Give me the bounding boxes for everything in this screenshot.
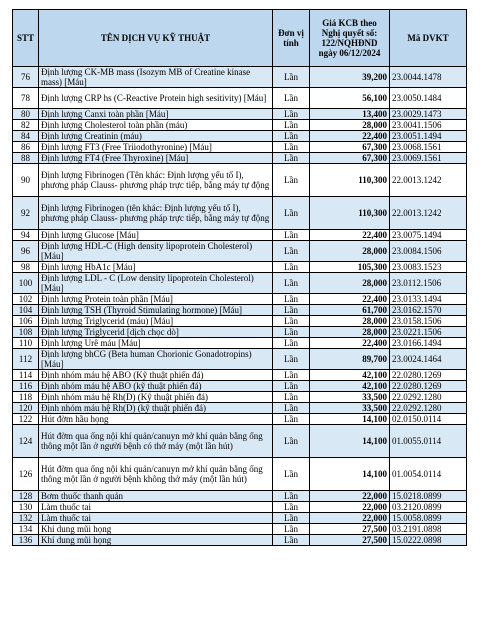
- table-header: [13, 10, 467, 67]
- row-code: 15.0058.0899: [390, 513, 467, 524]
- row-service-name: Định lượng Fibrinogen (tên khác: Định lượng yếu tố I), phương pháp Clauss- phương pháp trực tiếp, bằng máy tự động: [39, 197, 273, 230]
- row-stt: 130: [13, 502, 39, 513]
- row-service-name: Khí dung mũi họng: [39, 535, 273, 546]
- row-price: 28,000: [310, 241, 390, 262]
- row-stt: 120: [13, 403, 39, 414]
- row-code: 15.0222.0898: [390, 535, 467, 546]
- row-stt: 122: [13, 414, 39, 425]
- row-stt: 78: [13, 88, 39, 109]
- row-price: 33,500: [310, 392, 390, 403]
- row-unit: Lần: [273, 491, 310, 502]
- row-price: 110,300: [310, 197, 390, 230]
- row-code: 22.0013.1242: [390, 164, 467, 197]
- row-price: 28,000: [310, 327, 390, 338]
- row-stt: 80: [13, 109, 39, 120]
- row-stt: 124: [13, 425, 39, 458]
- row-code: 23.0051.1494: [390, 131, 467, 142]
- table-row: [13, 491, 467, 502]
- row-unit: Lần: [273, 458, 310, 491]
- row-stt: 118: [13, 392, 39, 403]
- table-row: [13, 153, 467, 164]
- row-code: 03.2120.0899: [390, 502, 467, 513]
- row-service-name: Định lượng FT4 (Free Thyroxine) [Máu]: [39, 153, 273, 164]
- row-stt: 106: [13, 316, 39, 327]
- row-code: 23.0133.1494: [390, 294, 467, 305]
- row-price: 27,500: [310, 524, 390, 535]
- row-service-name: Hút đờm hầu họng: [39, 414, 273, 425]
- table-row: [13, 197, 467, 230]
- row-unit: Lần: [273, 164, 310, 197]
- row-stt: 94: [13, 230, 39, 241]
- table-row: [13, 294, 467, 305]
- row-code: 23.0044.1478: [390, 67, 467, 88]
- table-row: [13, 109, 467, 120]
- row-price: 28,000: [310, 273, 390, 294]
- row-code: 23.0041.1506: [390, 120, 467, 131]
- row-code: 01.0054.0114: [390, 458, 467, 491]
- row-stt: 136: [13, 535, 39, 546]
- row-service-name: Định nhóm máu hệ ABO (Kỹ thuật phiến đá): [39, 370, 273, 381]
- row-service-name: Định lượng Protein toàn phần [Máu]: [39, 294, 273, 305]
- row-unit: Lần: [273, 349, 310, 370]
- row-unit: Lần: [273, 294, 310, 305]
- row-service-name: Định lượng Triglycerid (máu) [Máu]: [39, 316, 273, 327]
- header-row: [13, 10, 467, 67]
- row-price: 110,300: [310, 164, 390, 197]
- table-row: [13, 513, 467, 524]
- table-row: [13, 502, 467, 513]
- row-price: 67,300: [310, 153, 390, 164]
- row-stt: 90: [13, 164, 39, 197]
- row-code: 22.0280.1269: [390, 370, 467, 381]
- row-code: 23.0083.1523: [390, 262, 467, 273]
- row-unit: Lần: [273, 535, 310, 546]
- row-code: 22.0292.1280: [390, 392, 467, 403]
- row-service-name: Làm thuốc tai: [39, 513, 273, 524]
- row-stt: 88: [13, 153, 39, 164]
- table-row: [13, 273, 467, 294]
- row-price: 28,000: [310, 120, 390, 131]
- row-stt: 82: [13, 120, 39, 131]
- row-code: 23.0162.1570: [390, 305, 467, 316]
- row-service-name: Định lượng Canxi toàn phần [Máu]: [39, 109, 273, 120]
- row-code: 23.0024.1464: [390, 349, 467, 370]
- row-stt: 84: [13, 131, 39, 142]
- row-price: 14,100: [310, 425, 390, 458]
- row-service-name: Định lượng CK-MB mass (Isozym MB of Creatine kinase mass) [Máu]: [39, 67, 273, 88]
- table-row: [13, 120, 467, 131]
- table-row: [13, 241, 467, 262]
- row-unit: Lần: [273, 338, 310, 349]
- row-stt: 114: [13, 370, 39, 381]
- row-code: 22.0292.1280: [390, 403, 467, 414]
- row-service-name: Định nhóm máu hệ Rh(D) (Kỹ thuật phiến đá): [39, 392, 273, 403]
- header-price: Giá KCB theo Nghị quyết số: 122/NQHĐND ngày 06/12/2024: [310, 10, 390, 67]
- row-price: 14,100: [310, 414, 390, 425]
- row-service-name: Định lượng Fibrinogen (Tên khác: Định lượng yếu tố I), phương pháp Clauss- phương pháp trực tiếp, bằng máy tự động: [39, 164, 273, 197]
- row-code: 03.2191.0898: [390, 524, 467, 535]
- table-body: [13, 67, 467, 546]
- table-row: [13, 316, 467, 327]
- row-unit: Lần: [273, 414, 310, 425]
- row-service-name: Định lượng TSH (Thyroid Stimulating hormone) [Máu]: [39, 305, 273, 316]
- row-code: 23.0050.1484: [390, 88, 467, 109]
- row-service-name: Hút đờm qua ống nội khí quản/canuyn mở khí quản bằng ống thông một lần ở người bệnh không thở máy (một lần hút): [39, 458, 273, 491]
- row-service-name: Định lượng Cholesterol toàn phần (máu): [39, 120, 273, 131]
- row-stt: 126: [13, 458, 39, 491]
- row-code: 22.0013.1242: [390, 197, 467, 230]
- row-unit: Lần: [273, 230, 310, 241]
- row-service-name: Định lượng LDL - C (Low density lipoprotein Cholesterol) [Máu]: [39, 273, 273, 294]
- row-price: 67,300: [310, 142, 390, 153]
- row-stt: 116: [13, 381, 39, 392]
- row-unit: Lần: [273, 381, 310, 392]
- row-unit: Lần: [273, 392, 310, 403]
- header-service-name: TÊN DỊCH VỤ KỸ THUẬT: [39, 10, 273, 67]
- row-stt: 100: [13, 273, 39, 294]
- row-unit: Lần: [273, 425, 310, 458]
- table-row: [13, 338, 467, 349]
- row-code: 23.0112.1506: [390, 273, 467, 294]
- row-stt: 92: [13, 197, 39, 230]
- row-code: 02.0150.0114: [390, 414, 467, 425]
- row-service-name: Định nhóm máu hệ Rh(D) (kỹ thuật phiến đá): [39, 403, 273, 414]
- header-code: Mã DVKT: [390, 10, 467, 67]
- row-price: 42,100: [310, 370, 390, 381]
- row-stt: 112: [13, 349, 39, 370]
- row-stt: 96: [13, 241, 39, 262]
- row-service-name: Định lượng CRP hs (C-Reactive Protein high sesitivity) [Máu]: [39, 88, 273, 109]
- row-unit: Lần: [273, 403, 310, 414]
- row-price: 22,400: [310, 131, 390, 142]
- row-stt: 102: [13, 294, 39, 305]
- row-code: 23.0084.1506: [390, 241, 467, 262]
- row-service-name: Khí dung mũi họng: [39, 524, 273, 535]
- table-row: [13, 349, 467, 370]
- row-price: 39,200: [310, 67, 390, 88]
- row-stt: 132: [13, 513, 39, 524]
- row-unit: Lần: [273, 88, 310, 109]
- row-price: 22,000: [310, 502, 390, 513]
- row-unit: Lần: [273, 370, 310, 381]
- header-stt: STT: [13, 10, 39, 67]
- row-service-name: Định lượng bhCG (Beta human Chorionic Gonadotropins) [Máu]: [39, 349, 273, 370]
- row-price: 22,000: [310, 491, 390, 502]
- table-row: [13, 381, 467, 392]
- row-service-name: Hút đờm qua ống nội khí quản/canuyn mở khí quản bằng ống thông một lần ở người bệnh có thở máy (một lần hút): [39, 425, 273, 458]
- row-service-name: Định lượng Urê máu [Máu]: [39, 338, 273, 349]
- row-price: 56,100: [310, 88, 390, 109]
- table-row: [13, 370, 467, 381]
- table-row: [13, 458, 467, 491]
- row-unit: Lần: [273, 524, 310, 535]
- row-service-name: Định nhóm máu hệ ABO (kỹ thuật phiến đá): [39, 381, 273, 392]
- row-unit: Lần: [273, 131, 310, 142]
- table-row: [13, 392, 467, 403]
- row-stt: 76: [13, 67, 39, 88]
- row-stt: 128: [13, 491, 39, 502]
- row-price: 27,500: [310, 535, 390, 546]
- row-price: 22,400: [310, 230, 390, 241]
- row-service-name: Định lượng HbA1c [Máu]: [39, 262, 273, 273]
- row-price: 105,300: [310, 262, 390, 273]
- row-unit: Lần: [273, 513, 310, 524]
- row-stt: 98: [13, 262, 39, 273]
- row-code: 23.0069.1561: [390, 153, 467, 164]
- header-unit: Đơn vị tính: [273, 10, 310, 67]
- row-unit: Lần: [273, 327, 310, 338]
- row-unit: Lần: [273, 316, 310, 327]
- row-price: 33,500: [310, 403, 390, 414]
- table-row: [13, 425, 467, 458]
- table-row: [13, 88, 467, 109]
- row-unit: Lần: [273, 502, 310, 513]
- row-code: 22.0280.1269: [390, 381, 467, 392]
- row-unit: Lần: [273, 262, 310, 273]
- row-code: 23.0166.1494: [390, 338, 467, 349]
- row-price: 61,700: [310, 305, 390, 316]
- price-table: [12, 9, 467, 546]
- row-code: 15.0218.0899: [390, 491, 467, 502]
- table-row: [13, 305, 467, 316]
- row-price: 22,400: [310, 338, 390, 349]
- row-unit: Lần: [273, 241, 310, 262]
- row-price: 28,000: [310, 316, 390, 327]
- row-unit: Lần: [273, 142, 310, 153]
- table-row: [13, 131, 467, 142]
- row-unit: Lần: [273, 153, 310, 164]
- row-code: 01.0055.0114: [390, 425, 467, 458]
- row-service-name: Định lượng Glucose [Máu]: [39, 230, 273, 241]
- table-row: [13, 414, 467, 425]
- row-service-name: Định lượng Creatinin (máu): [39, 131, 273, 142]
- row-code: 23.0221.1506: [390, 327, 467, 338]
- table-row: [13, 262, 467, 273]
- table-row: [13, 164, 467, 197]
- row-unit: Lần: [273, 197, 310, 230]
- row-stt: 110: [13, 338, 39, 349]
- row-unit: Lần: [273, 109, 310, 120]
- row-service-name: Định lượng FT3 (Free Triiodothyronine) [Máu]: [39, 142, 273, 153]
- row-price: 89,700: [310, 349, 390, 370]
- table-row: [13, 524, 467, 535]
- row-code: 23.0075.1494: [390, 230, 467, 241]
- row-service-name: Định lượng Triglycerid [dịch chọc dò]: [39, 327, 273, 338]
- row-code: 23.0029.1473: [390, 109, 467, 120]
- row-code: 23.0068.1561: [390, 142, 467, 153]
- row-unit: Lần: [273, 120, 310, 131]
- row-service-name: Định lượng HDL-C (High density lipoprotein Cholesterol) [Máu]: [39, 241, 273, 262]
- row-price: 14,100: [310, 458, 390, 491]
- table-row: [13, 327, 467, 338]
- row-price: 22,000: [310, 513, 390, 524]
- row-price: 22,400: [310, 294, 390, 305]
- row-stt: 104: [13, 305, 39, 316]
- row-service-name: Làm thuốc tai: [39, 502, 273, 513]
- row-unit: Lần: [273, 67, 310, 88]
- table-row: [13, 230, 467, 241]
- table-row: [13, 403, 467, 414]
- row-stt: 134: [13, 524, 39, 535]
- table-row: [13, 535, 467, 546]
- row-stt: 86: [13, 142, 39, 153]
- row-stt: 108: [13, 327, 39, 338]
- row-price: 13,400: [310, 109, 390, 120]
- price-table-container: [12, 9, 466, 546]
- row-unit: Lần: [273, 273, 310, 294]
- row-code: 23.0158.1506: [390, 316, 467, 327]
- table-row: [13, 67, 467, 88]
- row-service-name: Bơm thuốc thanh quản: [39, 491, 273, 502]
- table-row: [13, 142, 467, 153]
- row-price: 42,100: [310, 381, 390, 392]
- row-unit: Lần: [273, 305, 310, 316]
